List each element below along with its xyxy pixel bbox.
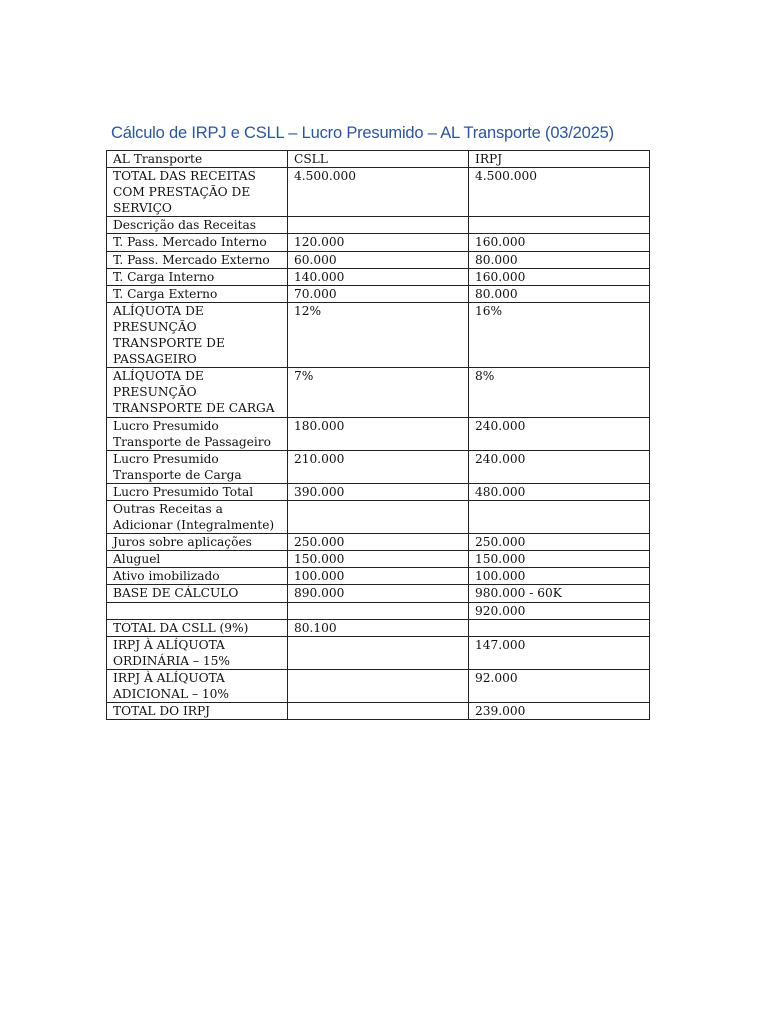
row-label: Lucro Presumido Transporte de Carga — [107, 450, 288, 483]
irpj-value: 80.000 — [469, 285, 650, 302]
row-label: TOTAL DA CSLL (9%) — [107, 619, 288, 636]
row-label: ALÍQUOTA DE PRESUNÇÃO TRANSPORTE DE CARGA — [107, 368, 288, 417]
csll-value: 140.000 — [288, 268, 469, 285]
table-row — [107, 602, 650, 619]
csll-value: 70.000 — [288, 285, 469, 302]
csll-value: 890.000 — [288, 585, 469, 602]
row-label: Lucro Presumido Transporte de Passageiro — [107, 417, 288, 450]
table-row — [107, 551, 650, 568]
row-label: IRPJ À ALÍQUOTA ADICIONAL – 10% — [107, 669, 288, 702]
table-row — [107, 251, 650, 268]
csll-value — [288, 500, 469, 533]
table-row — [107, 636, 650, 669]
table-row — [107, 703, 650, 720]
irpj-value: 80.000 — [469, 251, 650, 268]
irpj-value: 160.000 — [469, 234, 650, 251]
table-row — [107, 619, 650, 636]
table-row — [107, 285, 650, 302]
irpj-value: 240.000 — [469, 417, 650, 450]
csll-value — [288, 669, 469, 702]
table-row — [107, 168, 650, 217]
row-label: IRPJ À ALÍQUOTA ORDINÁRIA – 15% — [107, 636, 288, 669]
row-label: Descrição das Receitas — [107, 217, 288, 234]
irpj-value: 239.000 — [469, 703, 650, 720]
irpj-value: 8% — [469, 368, 650, 417]
row-label: TOTAL DO IRPJ — [107, 703, 288, 720]
csll-value: 4.500.000 — [288, 168, 469, 217]
csll-value — [288, 217, 469, 234]
row-label: T. Carga Externo — [107, 285, 288, 302]
header-cell-company: AL Transporte — [107, 151, 288, 168]
table-header-row — [107, 151, 650, 168]
row-label: Lucro Presumido Total — [107, 483, 288, 500]
csll-value: 390.000 — [288, 483, 469, 500]
csll-value: 80.100 — [288, 619, 469, 636]
irpj-value: 480.000 — [469, 483, 650, 500]
row-label: TOTAL DAS RECEITAS COM PRESTAÇÃO DE SERVIÇO — [107, 168, 288, 217]
irpj-value: 100.000 — [469, 568, 650, 585]
table-row — [107, 585, 650, 602]
csll-value: 100.000 — [288, 568, 469, 585]
table-row — [107, 483, 650, 500]
table-row — [107, 302, 650, 367]
csll-value: 60.000 — [288, 251, 469, 268]
row-label: Aluguel — [107, 551, 288, 568]
table-row — [107, 534, 650, 551]
irpj-value: 92.000 — [469, 669, 650, 702]
table-row — [107, 669, 650, 702]
irpj-value: 980.000 - 60K — [469, 585, 650, 602]
irpj-value — [469, 619, 650, 636]
csll-value: 210.000 — [288, 450, 469, 483]
row-label: T. Carga Interno — [107, 268, 288, 285]
table-row — [107, 500, 650, 533]
row-label — [107, 602, 288, 619]
row-label: Juros sobre aplicações — [107, 534, 288, 551]
table-row — [107, 217, 650, 234]
csll-value — [288, 602, 469, 619]
document-title: Cálculo de IRPJ e CSLL – Lucro Presumido – AL Transporte (03/2025) — [111, 124, 614, 142]
table-row — [107, 417, 650, 450]
csll-value: 180.000 — [288, 417, 469, 450]
table-row — [107, 450, 650, 483]
csll-value: 250.000 — [288, 534, 469, 551]
irpj-value: 240.000 — [469, 450, 650, 483]
row-label: T. Pass. Mercado Interno — [107, 234, 288, 251]
irpj-value: 4.500.000 — [469, 168, 650, 217]
irpj-value — [469, 217, 650, 234]
irpj-value: 250.000 — [469, 534, 650, 551]
csll-value — [288, 636, 469, 669]
row-label: Ativo imobilizado — [107, 568, 288, 585]
irpj-value: 16% — [469, 302, 650, 367]
irpj-value: 147.000 — [469, 636, 650, 669]
csll-value: 12% — [288, 302, 469, 367]
table-row — [107, 568, 650, 585]
table-row — [107, 368, 650, 417]
table-row — [107, 234, 650, 251]
csll-value: 120.000 — [288, 234, 469, 251]
csll-value: 7% — [288, 368, 469, 417]
row-label: Outras Receitas a Adicionar (Integralmente) — [107, 500, 288, 533]
header-cell-irpj: IRPJ — [469, 151, 650, 168]
irpj-value: 160.000 — [469, 268, 650, 285]
row-label: T. Pass. Mercado Externo — [107, 251, 288, 268]
irpj-value — [469, 500, 650, 533]
csll-value — [288, 703, 469, 720]
table-row — [107, 268, 650, 285]
calculation-table — [106, 150, 650, 720]
row-label: ALÍQUOTA DE PRESUNÇÃO TRANSPORTE DE PASSAGEIRO — [107, 302, 288, 367]
irpj-value: 920.000 — [469, 602, 650, 619]
irpj-value: 150.000 — [469, 551, 650, 568]
csll-value: 150.000 — [288, 551, 469, 568]
row-label: BASE DE CÁLCULO — [107, 585, 288, 602]
header-cell-csll: CSLL — [288, 151, 469, 168]
